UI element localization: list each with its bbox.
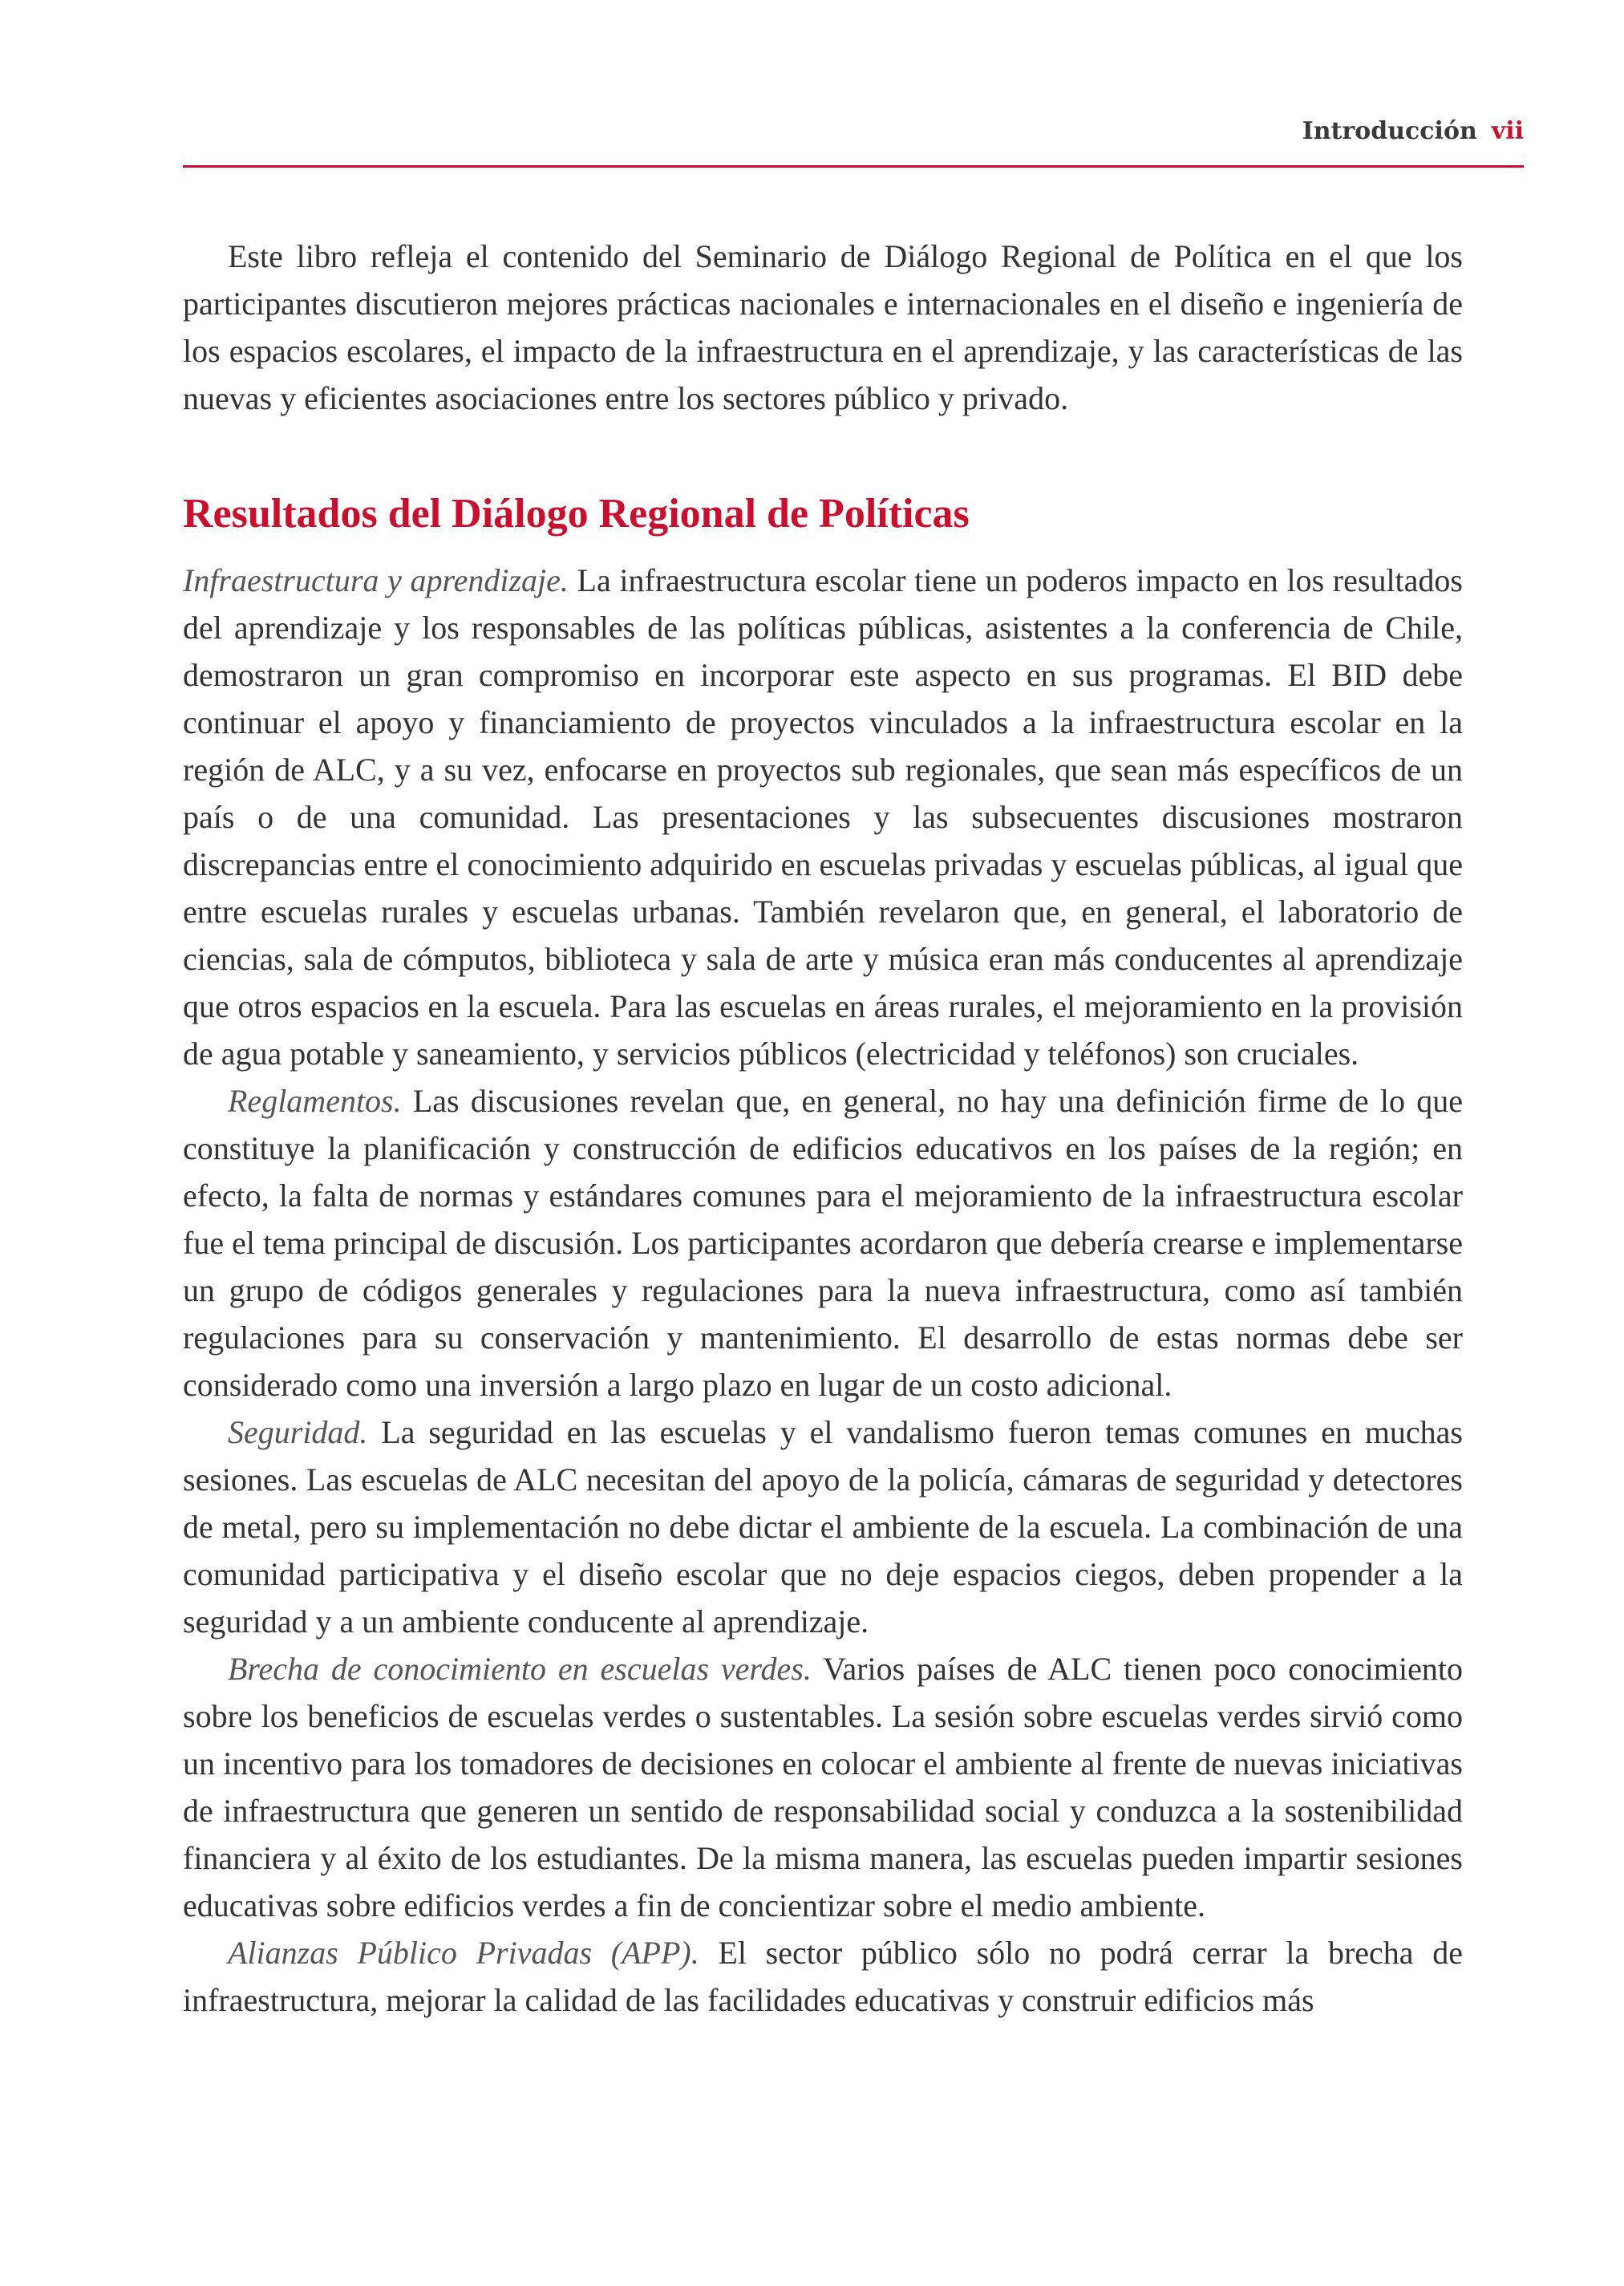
paragraph-lead-term: Seguridad.	[228, 1414, 368, 1450]
paragraph-text: La infraestructura escolar tiene un poderos impacto en los resultados del aprendizaje y los responsables de las políticas públicas, asistentes a la conferencia de Chile, demostraron un gran compromiso en incorporar este aspecto en sus programas. El BID debe continuar el apoyo y financiamiento de proyectos vinculados a la infraestructura escolar en la región de ALC, y a su vez, enfocarse en proyectos sub regionales, que sean más específicos de un país o de una comunidad. Las presentaciones y las subsecuentes discusiones mostraron discrepancias entre el conocimiento adquirido en escuelas privadas y escuelas públicas, al igual que entre escuelas rurales y escuelas urbanas. También revelaron que, en general, el laboratorio de ciencias, sala de cómputos, biblioteca y sala de arte y música eran más conducentes al aprendizaje que otros espacios en la escuela. Para las escuelas en áreas rurales, el mejoramiento en la provisión de agua potable y saneamiento, y servicios públicos (electricidad y teléfonos) son cruciales.	[183, 562, 1463, 1072]
paragraph-text: Varios países de ALC tienen poco conocimiento sobre los beneficios de escuelas verdes o sustentables. La sesión sobre escuelas verdes sirvió como un incentivo para los tomadores de decisiones en colocar el ambiente al frente de nuevas iniciativas de infraestructura que generen un sentido de responsabilidad social y conduzca a la sostenibilidad financiera y al éxito de los estudiantes. De la misma manera, las escuelas pueden impartir sesiones educativas sobre edificios verdes a fin de concientizar sobre el medio ambiente.	[183, 1651, 1463, 1923]
paragraph-seguridad	[183, 1408, 1463, 1645]
paragraph-lead-term: Brecha de conocimiento en escuelas verdes.	[228, 1651, 812, 1687]
paragraph-lead-term: Alianzas Público Privadas (APP).	[228, 1935, 699, 1971]
header-section-title: Introducción	[1302, 117, 1477, 145]
paragraph-lead-term: Infraestructura y aprendizaje.	[183, 562, 569, 598]
paragraph-text: La seguridad en las escuelas y el vandalismo fueron temas comunes en muchas sesiones. Las escuelas de ALC necesitan del apoyo de la policía, cámaras de seguridad y detectores de metal, pero su implementación no debe dictar el ambiente de la escuela. La combinación de una comunidad participativa y el diseño escolar que no deje espacios ciegos, deben propender a la seguridad y a un ambiente conducente al aprendizaje.	[183, 1414, 1463, 1640]
paragraph-escuelas-verdes	[183, 1645, 1463, 1929]
section-title: Resultados del Diálogo Regional de Políticas	[183, 491, 970, 537]
paragraph-infraestructura	[183, 557, 1463, 1077]
running-header-text	[1302, 114, 1524, 149]
paragraph-text: Las discusiones revelan que, en general, no hay una definición firme de lo que constituye la planificación y construcción de edificios educativos en los países de la región; en efecto, la falta de normas y estándares comunes para el mejoramiento de la infraestructura escolar fue el tema principal de discusión. Los participantes acordaron que debería crearse e implementarse un grupo de códigos generales y regulaciones para la nueva infraestructura, como así también regulaciones para su conservación y mantenimiento. El desarrollo de estas normas debe ser considerado como una inversión a largo plazo en lugar de un costo adicional.	[183, 1083, 1463, 1403]
intro-paragraph: Este libro refleja el contenido del Seminario de Diálogo Regional de Política en el que los participantes discutieron mejores prácticas nacionales e internacionales en el diseño e ingeniería de los espacios escolares, el impacto de la infraestructura en el aprendizaje, y las características de las nuevas y eficientes asociaciones entre los sectores público y privado.	[183, 238, 1463, 416]
paragraph-text: El sector público sólo no podrá cerrar la brecha de infraestructura, mejorar la calidad de las facilidades educativas y construir edificios más	[183, 1935, 1463, 2018]
page-body	[183, 233, 1463, 2024]
page-number: vii	[1491, 117, 1524, 145]
running-header	[183, 114, 1524, 168]
paragraph-reglamentos	[183, 1077, 1463, 1408]
paragraph-app	[183, 1929, 1463, 2024]
paragraph-lead-term: Reglamentos.	[228, 1083, 402, 1119]
